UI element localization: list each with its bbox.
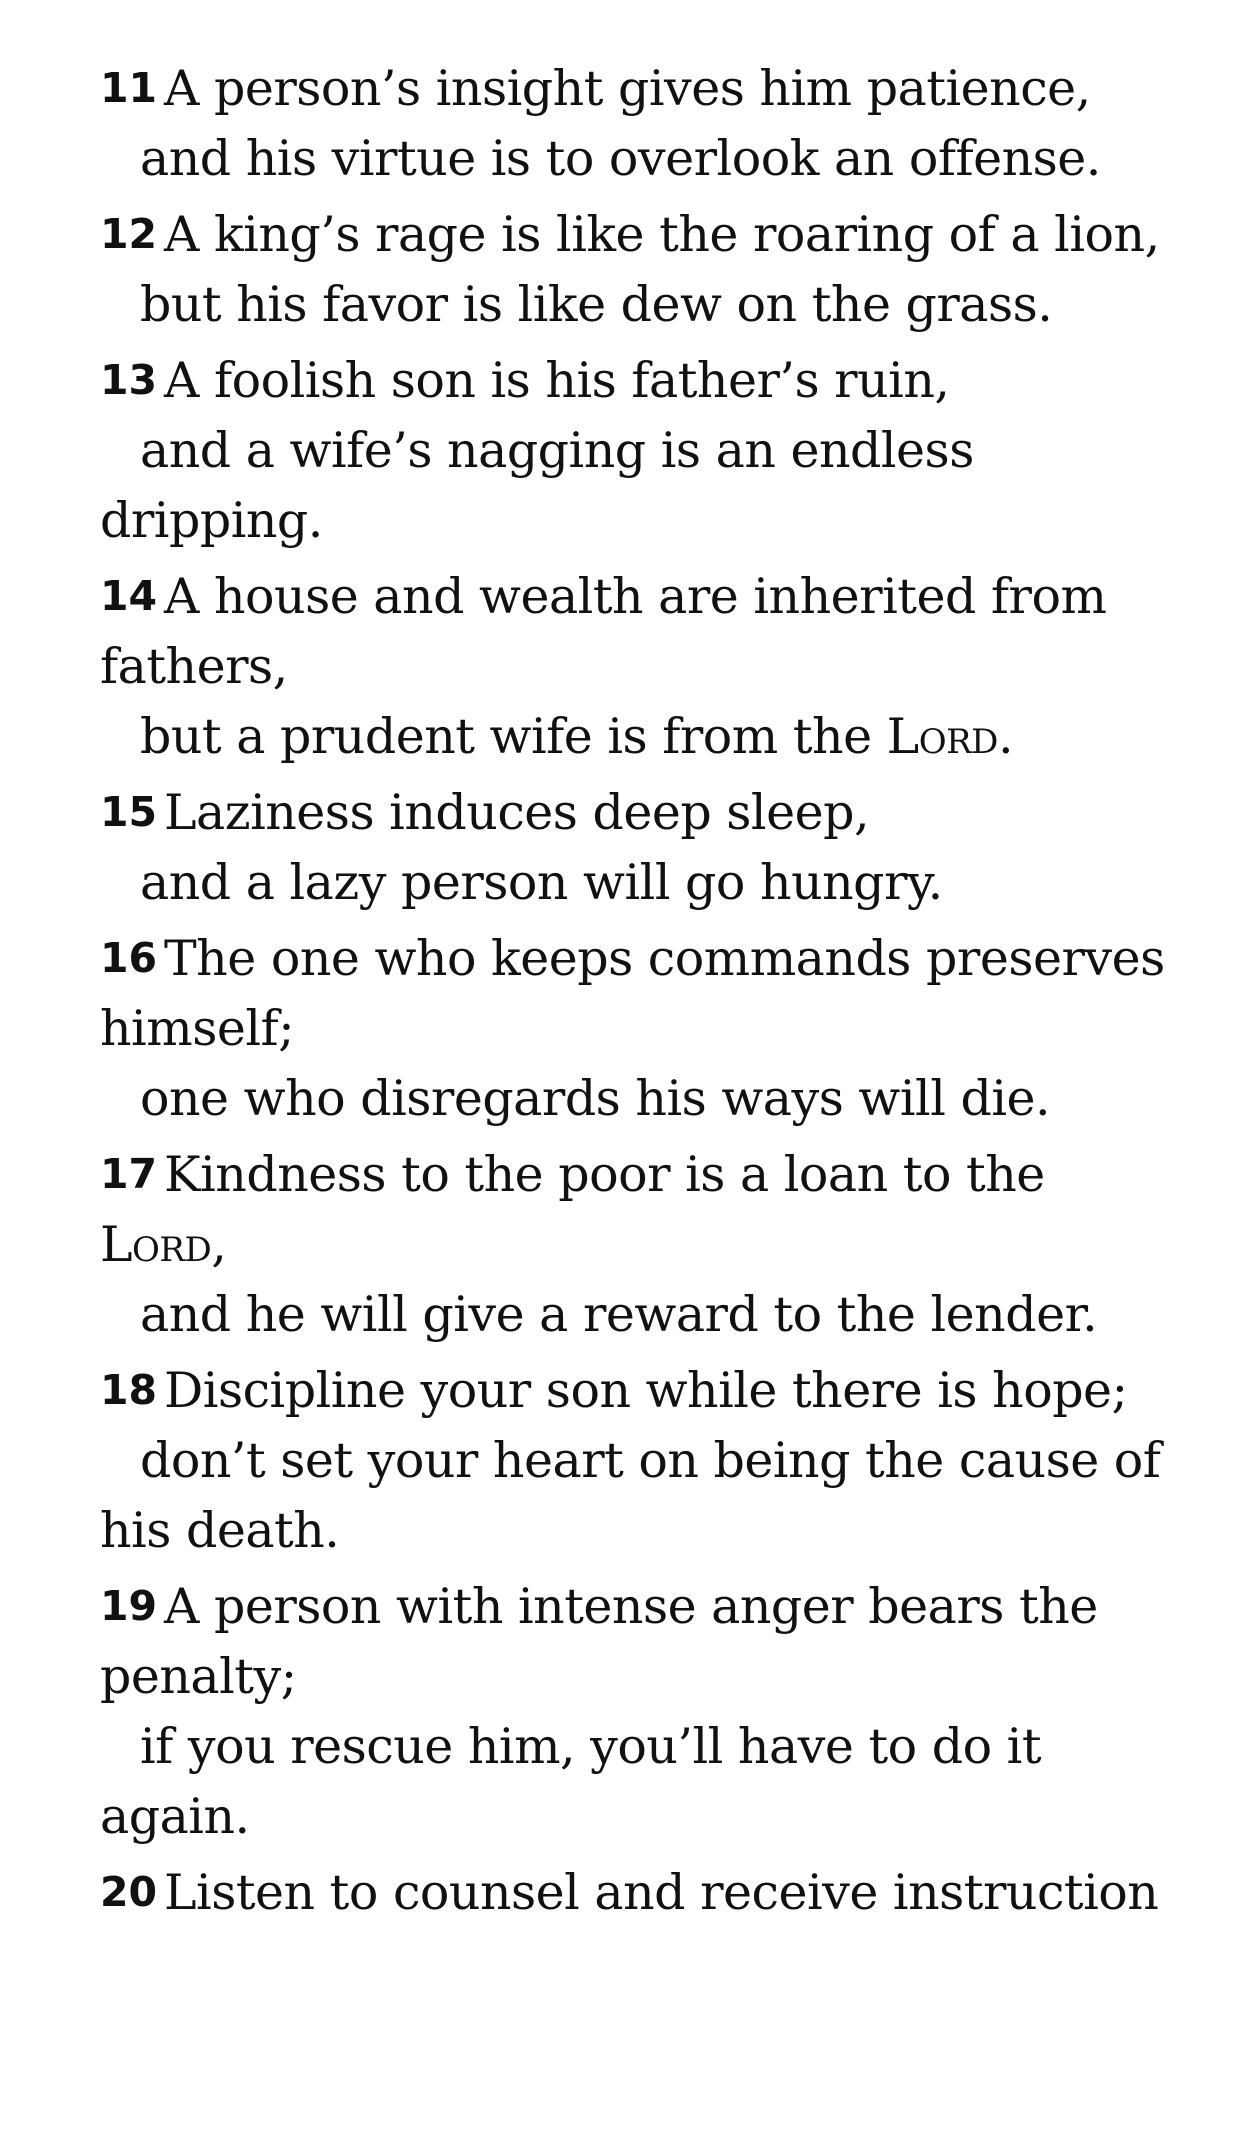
verse-line: and he will give a reward to the lender.	[140, 1286, 1098, 1343]
verse-line	[100, 702, 1210, 772]
verse-line: and a wife’s nagging is an endless	[140, 422, 974, 479]
divine-name: Lord	[100, 1216, 212, 1273]
verse-number: 16	[100, 934, 158, 982]
verse-line-continuation: penalty;	[100, 1648, 297, 1705]
scripture-passage	[100, 48, 1210, 1928]
verse-line: A person’s insight gives him patience,	[164, 60, 1091, 117]
verse-line: but his favor is like dew on the grass.	[140, 276, 1053, 333]
divine-name: Lord	[886, 708, 998, 765]
verse-number: 12	[100, 210, 158, 258]
verse-number: 13	[100, 356, 158, 404]
verse-line: Kindness to the poor is a loan to the	[164, 1146, 1045, 1203]
verse-number: 18	[100, 1366, 158, 1414]
verse-number: 15	[100, 788, 158, 836]
verse-line: and his virtue is to overlook an offense.	[140, 130, 1101, 187]
verse-17	[100, 1140, 1210, 1350]
verse-line: and a lazy person will go hungry.	[140, 854, 943, 911]
verse-line-continuation: again.	[100, 1788, 250, 1845]
verse-15	[100, 778, 1210, 918]
verse-number: 14	[100, 572, 158, 620]
verse-line-continuation: fathers,	[100, 638, 288, 695]
verse-line-continuation	[100, 1210, 1210, 1280]
verse-line: if you rescue him, you’ll have to do it	[140, 1718, 1042, 1775]
verse-13	[100, 346, 1210, 556]
verse-11	[100, 54, 1210, 194]
verse-number: 20	[100, 1868, 158, 1916]
verse-line: one who disregards his ways will die.	[140, 1070, 1051, 1127]
verse-16	[100, 924, 1210, 1134]
verse-text: ,	[211, 1216, 227, 1273]
verse-18	[100, 1356, 1210, 1566]
verse-line-continuation: his death.	[100, 1502, 340, 1559]
verse-line-continuation: himself;	[100, 1000, 295, 1057]
verse-line: A king’s rage is like the roaring of a lion,	[164, 206, 1160, 263]
verse-number: 17	[100, 1150, 158, 1198]
verse-14	[100, 562, 1210, 772]
verse-text: .	[997, 708, 1014, 765]
verse-line: A person with intense anger bears the	[164, 1578, 1098, 1635]
verse-line: Laziness induces deep sleep,	[164, 784, 870, 841]
verse-line: A foolish son is his father’s ruin,	[164, 352, 950, 409]
verse-line: Listen to counsel and receive instruction	[164, 1864, 1159, 1921]
verse-line: don’t set your heart on being the cause of	[140, 1432, 1161, 1489]
verse-number: 11	[100, 64, 158, 112]
verse-text: but a prudent wife is from the	[140, 708, 887, 765]
verse-12	[100, 200, 1210, 340]
verse-20	[100, 1858, 1210, 1928]
verse-line: The one who keeps commands preserves	[164, 930, 1165, 987]
verse-19	[100, 1572, 1210, 1852]
verse-line: A house and wealth are inherited from	[164, 568, 1107, 625]
verse-number: 19	[100, 1582, 158, 1630]
verse-line: Discipline your son while there is hope;	[164, 1362, 1128, 1419]
verse-line-continuation: dripping.	[100, 492, 323, 549]
